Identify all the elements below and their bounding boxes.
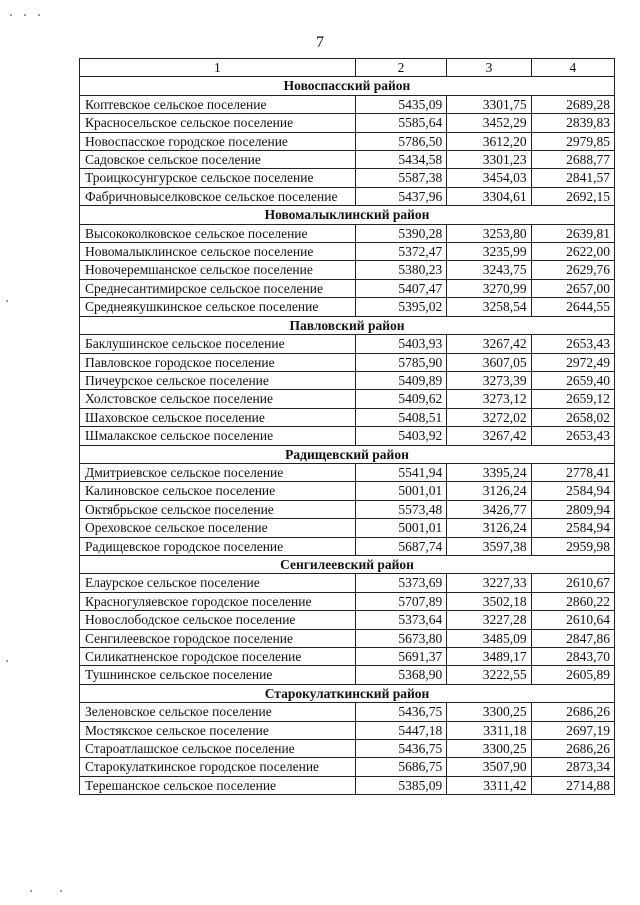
value-col-4-cell: 2841,57 [531,169,614,187]
table-body [80,77,615,795]
scan-mark [24,14,26,16]
settlement-name-cell: Среднесантимирское сельское поселение [80,279,356,297]
settlement-name-cell: Сенгилеевское городское поселение [80,629,356,647]
settlement-name-cell: Ореховское сельское поселение [80,519,356,537]
table-row [80,427,615,445]
value-col-3-cell: 3612,20 [447,132,531,150]
settlement-name-cell: Терешанское сельское поселение [80,776,356,794]
value-col-2-cell: 5436,75 [355,740,447,758]
value-col-4-cell: 2622,00 [531,243,614,261]
table-row [80,390,615,408]
value-col-4-cell: 2959,98 [531,537,614,555]
table-row [80,279,615,297]
table-row [80,261,615,279]
value-col-2-cell: 5673,80 [355,629,447,647]
value-col-4-cell: 2610,67 [531,574,614,592]
settlement-name-cell: Среднеякушкинское сельское поселение [80,298,356,316]
settlement-name-cell: Зеленовское сельское поселение [80,703,356,721]
value-col-4-cell: 2644,55 [531,298,614,316]
district-name: Старокулаткинский район [80,684,615,702]
table-row [80,666,615,684]
district-header-row [80,445,615,463]
table-row [80,740,615,758]
value-col-4-cell: 2778,41 [531,463,614,481]
settlement-name-cell: Садовское сельское поселение [80,151,356,169]
settlement-name-cell: Фабричновыселковское сельское поселение [80,187,356,205]
value-col-2-cell: 5691,37 [355,648,447,666]
scan-mark [6,660,8,662]
value-col-3-cell: 3267,42 [447,335,531,353]
value-col-3-cell: 3502,18 [447,592,531,610]
value-col-3-cell: 3126,24 [447,482,531,500]
value-col-2-cell: 5373,64 [355,611,447,629]
table-row [80,703,615,721]
value-col-4-cell: 2629,76 [531,261,614,279]
value-col-3-cell: 3267,42 [447,427,531,445]
value-col-4-cell: 2714,88 [531,776,614,794]
scan-mark [60,890,62,892]
district-name: Павловский район [80,316,615,334]
district-name: Новомалыклинский район [80,206,615,224]
value-col-2-cell: 5368,90 [355,666,447,684]
settlement-name-cell: Дмитриевское сельское поселение [80,463,356,481]
value-col-3-cell: 3507,90 [447,758,531,776]
table-row [80,132,615,150]
value-col-4-cell: 2658,02 [531,408,614,426]
value-col-4-cell: 2659,12 [531,390,614,408]
value-col-3-cell: 3235,99 [447,243,531,261]
value-col-4-cell: 2605,89 [531,666,614,684]
column-header-3: 3 [447,59,531,77]
settlement-name-cell: Пичеурское сельское поселение [80,371,356,389]
value-col-4-cell: 2610,64 [531,611,614,629]
table-row [80,408,615,426]
value-col-4-cell: 2653,43 [531,335,614,353]
value-col-2-cell: 5403,93 [355,335,447,353]
value-col-2-cell: 5686,75 [355,758,447,776]
value-col-3-cell: 3489,17 [447,648,531,666]
settlement-name-cell: Калиновское сельское поселение [80,482,356,500]
value-col-2-cell: 5409,89 [355,371,447,389]
settlement-name-cell: Красносельское сельское поселение [80,114,356,132]
value-col-3-cell: 3227,33 [447,574,531,592]
page-number: 7 [316,34,324,51]
column-header-4: 4 [531,59,614,77]
value-col-4-cell: 2697,19 [531,721,614,739]
value-col-2-cell: 5447,18 [355,721,447,739]
district-header-row [80,206,615,224]
settlement-name-cell: Октябрьское сельское поселение [80,500,356,518]
value-col-3-cell: 3272,02 [447,408,531,426]
value-col-2-cell: 5434,58 [355,151,447,169]
value-col-3-cell: 3597,38 [447,537,531,555]
settlement-name-cell: Новомалыклинское сельское поселение [80,243,356,261]
table-row [80,243,615,261]
value-col-2-cell: 5437,96 [355,187,447,205]
value-col-3-cell: 3311,42 [447,776,531,794]
settlement-name-cell: Шаховское сельское поселение [80,408,356,426]
table-row [80,758,615,776]
value-col-2-cell: 5001,01 [355,519,447,537]
table-row [80,648,615,666]
value-col-2-cell: 5436,75 [355,703,447,721]
table-row [80,335,615,353]
table-row [80,482,615,500]
value-col-2-cell: 5785,90 [355,353,447,371]
value-col-2-cell: 5435,09 [355,95,447,113]
value-col-4-cell: 2686,26 [531,703,614,721]
settlement-name-cell: Старокулаткинское городское поселение [80,758,356,776]
table-row [80,169,615,187]
value-col-3-cell: 3258,54 [447,298,531,316]
value-col-3-cell: 3222,55 [447,666,531,684]
table-row [80,298,615,316]
value-col-2-cell: 5786,50 [355,132,447,150]
value-col-3-cell: 3126,24 [447,519,531,537]
settlement-name-cell: Староатлашское сельское поселение [80,740,356,758]
value-col-3-cell: 3485,09 [447,629,531,647]
table-row [80,611,615,629]
value-col-3-cell: 3311,18 [447,721,531,739]
value-col-3-cell: 3300,25 [447,740,531,758]
value-col-2-cell: 5573,48 [355,500,447,518]
scan-mark [30,890,32,892]
table-row [80,776,615,794]
tariff-table [79,58,615,795]
district-header-row [80,684,615,702]
value-col-4-cell: 2972,49 [531,353,614,371]
settlement-name-cell: Силикатненское городское поселение [80,648,356,666]
settlement-name-cell: Троицкосунгурское сельское поселение [80,169,356,187]
settlement-name-cell: Новоспасское городское поселение [80,132,356,150]
column-header-1: 1 [80,59,356,77]
table-row [80,592,615,610]
value-col-2-cell: 5587,38 [355,169,447,187]
table-row [80,500,615,518]
value-col-2-cell: 5390,28 [355,224,447,242]
value-col-3-cell: 3243,75 [447,261,531,279]
value-col-3-cell: 3454,03 [447,169,531,187]
value-col-3-cell: 3301,75 [447,95,531,113]
value-col-4-cell: 2689,28 [531,95,614,113]
table-row [80,187,615,205]
value-col-4-cell: 2659,40 [531,371,614,389]
value-col-3-cell: 3301,23 [447,151,531,169]
value-col-3-cell: 3227,28 [447,611,531,629]
table-row [80,151,615,169]
value-col-2-cell: 5373,69 [355,574,447,592]
settlement-name-cell: Новочеремшанское сельское поселение [80,261,356,279]
value-col-3-cell: 3607,05 [447,353,531,371]
value-col-4-cell: 2686,26 [531,740,614,758]
table-row [80,463,615,481]
value-col-2-cell: 5001,01 [355,482,447,500]
settlement-name-cell: Коптевское сельское поселение [80,95,356,113]
value-col-4-cell: 2979,85 [531,132,614,150]
value-col-2-cell: 5385,09 [355,776,447,794]
value-col-3-cell: 3304,61 [447,187,531,205]
settlement-name-cell: Елаурское сельское поселение [80,574,356,592]
value-col-4-cell: 2809,94 [531,500,614,518]
value-col-4-cell: 2843,70 [531,648,614,666]
value-col-2-cell: 5707,89 [355,592,447,610]
settlement-name-cell: Шмалакское сельское поселение [80,427,356,445]
district-header-row [80,555,615,573]
value-col-2-cell: 5403,92 [355,427,447,445]
table-row [80,353,615,371]
value-col-2-cell: 5380,23 [355,261,447,279]
district-name: Новоспасский район [80,77,615,95]
value-col-2-cell: 5585,64 [355,114,447,132]
value-col-4-cell: 2584,94 [531,482,614,500]
scan-mark [10,14,12,16]
value-col-3-cell: 3273,12 [447,390,531,408]
settlement-name-cell: Высококолковское сельское поселение [80,224,356,242]
column-header-2: 2 [355,59,447,77]
value-col-2-cell: 5409,62 [355,390,447,408]
value-col-3-cell: 3253,80 [447,224,531,242]
value-col-2-cell: 5395,02 [355,298,447,316]
table-header-row [80,59,615,77]
value-col-3-cell: 3300,25 [447,703,531,721]
table-row [80,95,615,113]
table-row [80,629,615,647]
table-row [80,721,615,739]
value-col-4-cell: 2692,15 [531,187,614,205]
value-col-4-cell: 2847,86 [531,629,614,647]
value-col-4-cell: 2860,22 [531,592,614,610]
value-col-3-cell: 3395,24 [447,463,531,481]
settlement-name-cell: Новослободское сельское поселение [80,611,356,629]
value-col-4-cell: 2688,77 [531,151,614,169]
settlement-name-cell: Павловское городское поселение [80,353,356,371]
value-col-2-cell: 5541,94 [355,463,447,481]
settlement-name-cell: Радищевское городское поселение [80,537,356,555]
settlement-name-cell: Мостякское сельское поселение [80,721,356,739]
table-row [80,537,615,555]
district-header-row [80,77,615,95]
value-col-2-cell: 5372,47 [355,243,447,261]
value-col-4-cell: 2639,81 [531,224,614,242]
table-row [80,371,615,389]
table-row [80,114,615,132]
value-col-3-cell: 3270,99 [447,279,531,297]
table-row [80,519,615,537]
value-col-2-cell: 5407,47 [355,279,447,297]
settlement-name-cell: Баклушинское сельское поселение [80,335,356,353]
value-col-4-cell: 2873,34 [531,758,614,776]
value-col-2-cell: 5687,74 [355,537,447,555]
value-col-3-cell: 3426,77 [447,500,531,518]
value-col-4-cell: 2653,43 [531,427,614,445]
value-col-4-cell: 2584,94 [531,519,614,537]
scan-mark [38,14,40,16]
value-col-3-cell: 3273,39 [447,371,531,389]
settlement-name-cell: Холстовское сельское поселение [80,390,356,408]
table-row [80,574,615,592]
value-col-4-cell: 2839,83 [531,114,614,132]
table-row [80,224,615,242]
value-col-3-cell: 3452,29 [447,114,531,132]
district-header-row [80,316,615,334]
value-col-2-cell: 5408,51 [355,408,447,426]
district-name: Сенгилеевский район [80,555,615,573]
scan-mark [6,300,8,302]
settlement-name-cell: Красногуляевское городское поселение [80,592,356,610]
settlement-name-cell: Тушнинское сельское поселение [80,666,356,684]
value-col-4-cell: 2657,00 [531,279,614,297]
district-name: Радищевский район [80,445,615,463]
